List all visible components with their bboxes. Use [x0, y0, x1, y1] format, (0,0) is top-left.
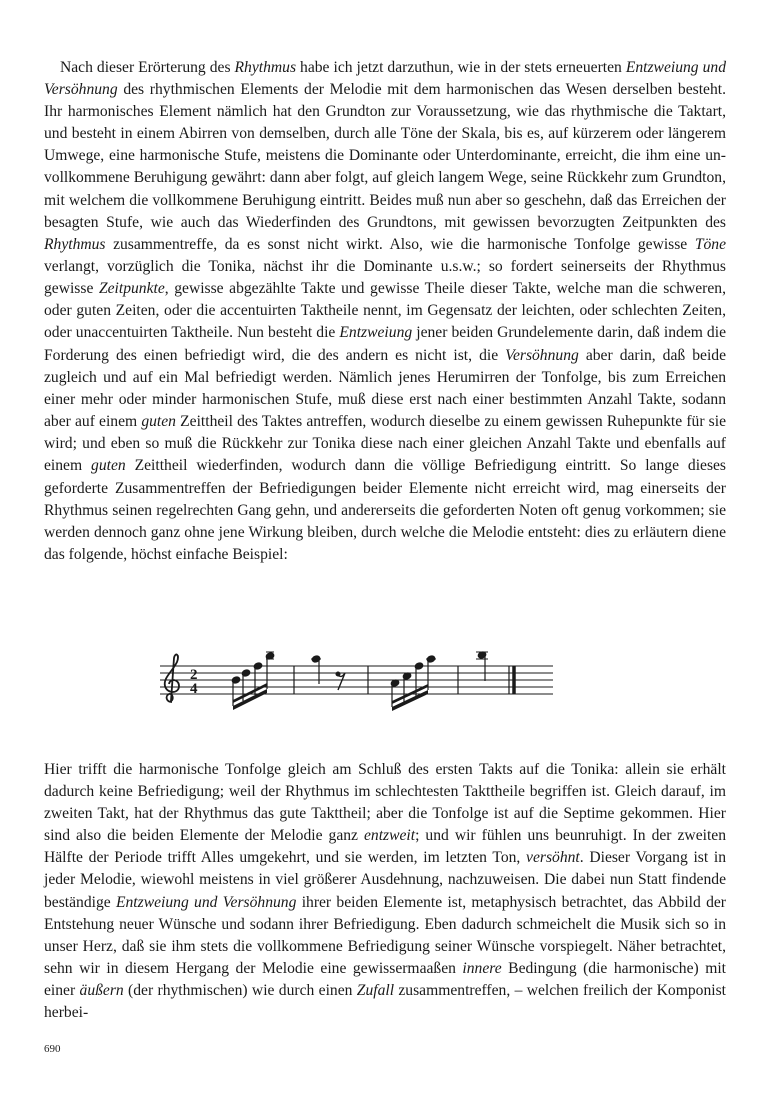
italic-emphasis: Rhythmus [234, 58, 297, 76]
time-signature-denominator: 4 [190, 681, 198, 697]
text-run: habe ich jetzt darzuthun, wie in der stets erneuerten [296, 58, 626, 76]
italic-emphasis: innere [462, 960, 502, 977]
italic-emphasis: Entzweiung [339, 324, 413, 342]
measure-1 [231, 652, 275, 710]
text-run: aber darin, daß beide zugleich und auf ein Mal befriedigt werden. Nämlich jenes Herumirren der Tonfolge, bis zum Erreichen einer mehr oder minder harmonischen Stufe, muß diese erst nach einer bestimmten Anzahl Takte, sodann aber auf einem [44, 346, 726, 431]
text-run: ; und wir fühlen uns beunruhigt. In der zweiten Hälfte der Periode trifft Alles umgekehrt, und sie werden, im letzten Ton, [44, 827, 726, 867]
text-run: Bedingung (die harmonische) mit einer [44, 960, 727, 1000]
italic-emphasis: Rhythmus [44, 235, 106, 253]
italic-emphasis: Entzweiung und Versöhnung [115, 893, 297, 911]
text-run: Hier trifft die harmonische Tonfolge gleich am Schluß des ersten Takts auf die Tonika: allein sie erhält dadurch keine Befriedigung; weil der Rhythmus im schlechtesten Takttheile begriffen ist. Gleich darauf, im zweiten Takt, hat der Rhythmus das gute Takttheil; aber die Tonfolge ist auf die Septime gekommen. Hier sind also die beiden Elemente der Melodie ganz [44, 760, 726, 845]
page-number: 690 [44, 1043, 61, 1055]
measure-3 [390, 655, 436, 711]
text-run: . Dieser Vorgang ist in jeder Melodie, wiewohl meistens in viel größerer Ausdehnung, nachzuweisen. Die dabei nun Statt findende beständige [44, 849, 727, 911]
text-run: zusammentreffen, – welchen freilich der Komponist herbei- [44, 982, 726, 1022]
paragraph-2 [44, 759, 726, 1025]
text-run: Nach dieser Erörterung des [60, 58, 235, 76]
italic-emphasis: Versöhnung [505, 346, 579, 364]
paragraph-1 [44, 57, 726, 567]
italic-emphasis: versöhnt [526, 849, 580, 867]
text-run: Zeittheil des Taktes antreffen, wodurch dieselbe zu einem gewissen Ruhepunkte für sie wird; und eben so muß die Rückkehr zur Tonika diese nach einer gleichen Anzahl Takte und ebenfalls auf einem [44, 413, 726, 475]
music-staff [160, 666, 553, 694]
measure-2 [311, 655, 345, 690]
time-signature-numerator: 2 [190, 667, 198, 683]
text-run: Zeittheil wiederfinden, wodurch dann die völlige Befriedigung eintritt. So lange dieses geforderte Zusammentreffen der Befriedigungen beider Elemente nicht erreicht wird, mag einerseits der Rhythmus seinen regelrechten Gang gehn, und andererseits die geforderten Noten oft genug vorkommen; sie werden dennoch ganz ohne jene Wirkung bleiben, durch welche die Melodie entsteht: dies zu erläutern diene das folgende, höchst einfache Beispiel: [44, 457, 727, 564]
treble-clef-icon [165, 655, 179, 702]
italic-emphasis: Entzweiung und Versöhnung [44, 58, 727, 98]
text-run: zusammentreffe, da es sonst nicht wirkt. Also, wie die harmonische Tonfolge gewisse [105, 235, 695, 253]
italic-emphasis: guten [91, 457, 126, 475]
italic-emphasis: guten [141, 413, 176, 431]
text-run: des rhythmischen Elements der Melodie mit dem harmonischen das Wesen derselben besteht. Ihr harmonisches Element nämlich hat den Grundton zur Voraussetzung, wie das rhythmische die Taktart, und besteht in einem Abirren von demselben, durch alle Töne der Skala, bis es, auf kürzerem oder längerem Umwege, eine harmonische Stufe, meistens die Dominante oder Unterdominante, erreicht, die ihm eine unvollkommene Beruhigung gewährt: dann aber folgt, auf gleich langem Wege, seine Rückkehr zum Grundton, mit welchem die vollkommene Beruhigung eintritt. Beides muß nun aber so geschehn, daß das Erreichen der besagten Stufe, wie auch das Wiederfinden des Grundtons, mit gewissen bevorzugten Zeitpunkten des [44, 80, 726, 231]
text-run: , gewisse abgezählte Takte und gewisse Theile dieser Takte, welche man die schweren, oder guten Zeiten, oder die accentuirten Taktheile nennt, im Gegensatz der leichten, oder schlechten Zeiten, oder unaccentuirten Taktheile. Nun besteht die [44, 280, 726, 342]
italic-emphasis: Töne [694, 235, 726, 253]
text-run: (der rhythmischen) wie durch einen [123, 982, 357, 1000]
italic-emphasis: äußern [79, 982, 124, 1000]
italic-emphasis: Zeitpunkte [98, 280, 165, 298]
text-run: ihrer beiden Elemente ist, metaphysisch betrachtet, das Abbild der Entstehung neuer Wünsche und sodann ihrer Befriedigung. Eben dadurch schmeichelt die Musik sich so in unser Herz, daß sie ihm stets die vollkommene Befriedigung seiner Wünsche vorspiegelt. Näher betrachtet, sehn wir in diesem Hergang der Melodie eine gewissermaaßen [44, 893, 726, 977]
text-run: jener beiden Grundelemente darin, daß indem die Forderung des einen befriedigt wird, die des andern es nicht ist, die [44, 324, 726, 364]
text-run: verlangt, vorzüglich die Tonika, nächst ihr die Dominante u.s.w.; so fordert seinerseits der Rhythmus gewisse [44, 258, 726, 298]
italic-emphasis: Zufall [356, 982, 395, 1000]
music-example [160, 628, 555, 720]
italic-emphasis: entzweit [363, 827, 416, 845]
